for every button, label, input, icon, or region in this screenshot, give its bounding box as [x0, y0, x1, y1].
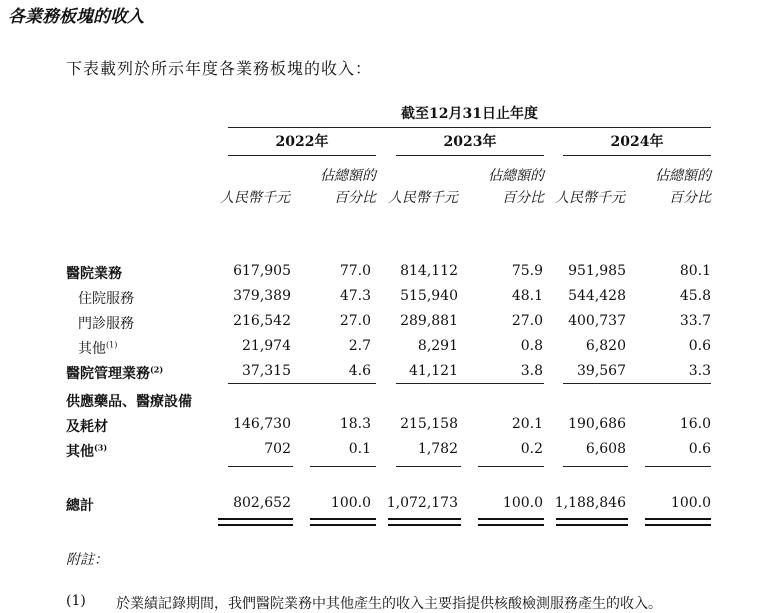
- row-label: 醫院業務: [66, 266, 122, 282]
- cell: 0.8: [520, 338, 543, 354]
- cell: 77.0: [339, 263, 371, 279]
- row-label: 其他$^{(3)}$: [66, 442, 108, 460]
- cell: 75.9: [511, 263, 543, 279]
- cell: 4.6: [348, 363, 371, 379]
- cell: 48.1: [511, 288, 543, 304]
- cell: 33.7: [679, 313, 711, 329]
- cell: 100.0: [670, 495, 711, 511]
- total-rule: [310, 466, 376, 467]
- year-2024: 2024年: [610, 134, 664, 150]
- cell: 27.0: [339, 313, 371, 329]
- note-marker: (1): [66, 593, 86, 609]
- cell: 3.8: [520, 363, 543, 379]
- period-header: 截至12月31日止年度: [401, 106, 538, 122]
- cell: 0.2: [520, 441, 543, 457]
- subtotal-rule: [228, 383, 376, 384]
- year-rule-2024: [563, 155, 711, 156]
- total-rule: [228, 466, 293, 467]
- cell: 6,608: [585, 441, 626, 457]
- double-rule: [218, 518, 293, 526]
- year-2023: 2023年: [443, 134, 497, 150]
- cell: 100.0: [502, 495, 543, 511]
- cell: 16.0: [679, 416, 711, 432]
- year-rule-2023: [396, 155, 544, 156]
- table-row: [66, 441, 711, 466]
- cell: 37,315: [242, 363, 291, 379]
- cell: 41,121: [409, 363, 458, 379]
- row-label: 醫院管理業務$^{(2)}$: [66, 364, 164, 382]
- col-amount-2024: 人民幣千元: [555, 190, 625, 206]
- total-rule: [645, 466, 711, 467]
- double-rule: [388, 518, 461, 526]
- cell: 544,428: [568, 288, 626, 304]
- total-rule: [478, 466, 544, 467]
- cell: 3.3: [688, 363, 711, 379]
- table-row: [66, 416, 711, 441]
- row-label: 總計: [66, 498, 94, 514]
- cell: 0.6: [688, 441, 711, 457]
- period-rule: [228, 127, 711, 128]
- cell: 1,782: [417, 441, 458, 457]
- table-row: [66, 288, 711, 313]
- cell: 951,985: [568, 263, 626, 279]
- section-title: 各業務板塊的收入: [8, 7, 144, 27]
- note-text: 於業績記錄期間，我們醫院業務中其他產生的收入主要指提供核酸檢測服務產生的收入。: [116, 596, 662, 612]
- table-row: [66, 391, 711, 416]
- table-row: [66, 363, 711, 388]
- cell: 400,737: [568, 313, 626, 329]
- total-rule: [396, 466, 461, 467]
- cell: 814,112: [400, 263, 458, 279]
- double-rule: [556, 518, 628, 526]
- col-pct-2024: 佔總額的 百分比: [655, 168, 711, 206]
- cell: 20.1: [511, 416, 543, 432]
- subtotal-rule: [563, 383, 711, 384]
- cell: 379,389: [233, 288, 291, 304]
- total-rule: [563, 466, 628, 467]
- cell: 6,820: [585, 338, 626, 354]
- note-1: [66, 593, 662, 612]
- cell: 617,905: [233, 263, 291, 279]
- cell: 27.0: [511, 313, 543, 329]
- cell: 215,158: [400, 416, 458, 432]
- row-label: 其他$^{(1)}$: [78, 340, 118, 357]
- cell: 8,291: [417, 338, 458, 354]
- row-label: 及耗材: [66, 419, 108, 435]
- cell: 18.3: [339, 416, 371, 432]
- cell: 0.6: [688, 338, 711, 354]
- col-amount-2023: 人民幣千元: [388, 190, 458, 206]
- total-row: [66, 495, 711, 520]
- row-label: 住院服務: [78, 291, 134, 307]
- year-rule-2022: [228, 155, 376, 156]
- cell: 1,188,846: [554, 495, 626, 511]
- double-rule: [478, 518, 544, 526]
- table-row: [66, 263, 711, 288]
- cell: 21,974: [242, 338, 291, 354]
- cell: 216,542: [233, 313, 291, 329]
- table-row: [66, 313, 711, 338]
- cell: 146,730: [233, 416, 291, 432]
- cell: 39,567: [577, 363, 626, 379]
- col-pct-2023: 佔總額的 百分比: [488, 168, 544, 206]
- table-row: [66, 338, 711, 363]
- col-amount-2022: 人民幣千元: [220, 190, 290, 206]
- cell: 515,940: [400, 288, 458, 304]
- col-pct-2022: 佔總額的 百分比: [320, 168, 376, 206]
- cell: 802,652: [233, 495, 291, 511]
- intro-text: 下表載列於所示年度各業務板塊的收入：: [66, 59, 373, 78]
- cell: 702: [264, 441, 291, 457]
- cell: 80.1: [679, 263, 711, 279]
- notes-header: 附註：: [66, 552, 108, 568]
- cell: 2.7: [348, 338, 371, 354]
- year-2022: 2022年: [275, 134, 329, 150]
- double-rule: [645, 518, 711, 526]
- cell: 1,072,173: [386, 495, 458, 511]
- cell: 45.8: [679, 288, 711, 304]
- cell: 47.3: [339, 288, 371, 304]
- row-label: 門診服務: [78, 316, 134, 332]
- subtotal-rule: [396, 383, 544, 384]
- cell: 0.1: [348, 441, 371, 457]
- cell: 100.0: [330, 495, 371, 511]
- row-label: 供應藥品、醫療設備: [66, 394, 192, 410]
- cell: 289,881: [400, 313, 458, 329]
- double-rule: [310, 518, 376, 526]
- cell: 190,686: [568, 416, 626, 432]
